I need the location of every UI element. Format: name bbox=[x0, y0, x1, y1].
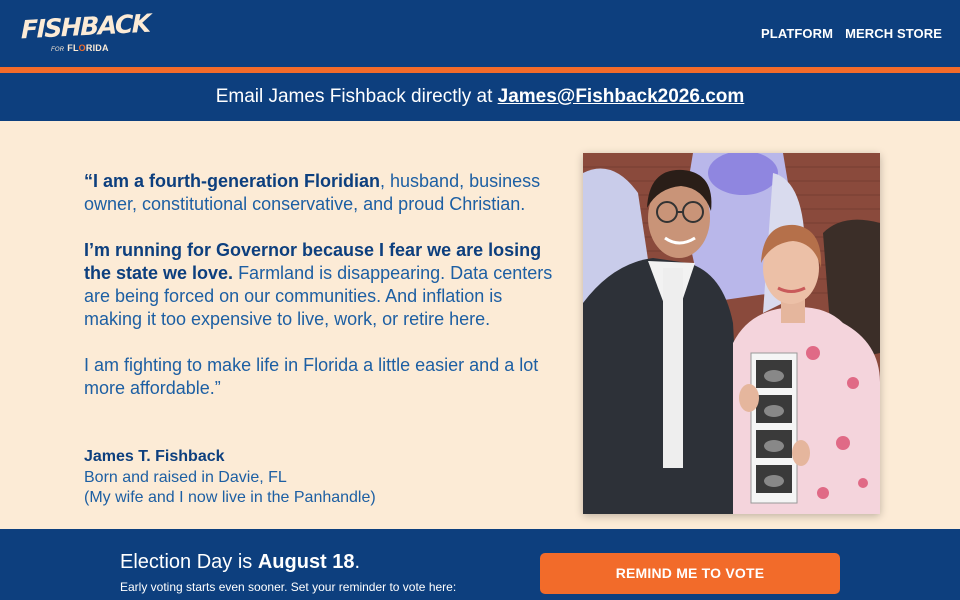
election-date: August 18 bbox=[257, 551, 355, 573]
quote-paragraph-2 bbox=[84, 239, 564, 331]
email-banner bbox=[0, 73, 960, 121]
email-link[interactable]: James@Fishback2026.com bbox=[497, 86, 745, 107]
nav-platform-link[interactable]: PLATFORM bbox=[761, 26, 834, 41]
election-suffix: . bbox=[354, 551, 361, 573]
quote-p1-rest: , husband, business owner, constitutional conservative, and proud Christian. bbox=[84, 171, 541, 214]
quote-paragraph-3: I am fighting to make life in Florida a little easier and a lot more affordable.” bbox=[84, 355, 539, 398]
candidate-quote bbox=[84, 170, 564, 423]
email-banner-text: Email James Fishback directly at bbox=[215, 86, 498, 107]
quote-p2-rest: Farmland is disappearing. Data centers are being forced on our communities. And inflation is making it too expensive to live, work, or retire here. bbox=[84, 263, 553, 329]
signature-block bbox=[84, 447, 564, 509]
logo-state-b: RIDA bbox=[85, 43, 109, 53]
photo-illustration bbox=[583, 153, 880, 514]
logo-tagline bbox=[51, 43, 109, 53]
quote-p2-bold: I’m running for Governor because I fear we are losing the state we love. bbox=[84, 240, 542, 283]
logo-wordmark: FISHBACK bbox=[21, 8, 150, 45]
signature-name: James T. Fishback bbox=[84, 448, 225, 465]
logo-state-a: FL bbox=[67, 43, 79, 53]
candidate-family-photo bbox=[583, 153, 880, 514]
quote-paragraph-1 bbox=[84, 170, 564, 216]
election-footer bbox=[0, 529, 960, 600]
signature-line-2: (My wife and I now live in the Panhandle) bbox=[84, 489, 376, 506]
main-nav bbox=[761, 26, 942, 41]
election-day-text bbox=[120, 551, 360, 574]
early-voting-text: Early voting starts even sooner. Set your reminder to vote here: bbox=[120, 580, 457, 594]
remind-me-to-vote-button[interactable]: REMIND ME TO VOTE bbox=[540, 553, 840, 594]
nav-merch-store-link[interactable]: MERCH STORE bbox=[845, 26, 942, 41]
logo-state-o: O bbox=[78, 43, 86, 53]
election-prefix: Election Day is bbox=[120, 551, 258, 573]
signature-line-1: Born and raised in Davie, FL bbox=[84, 468, 287, 486]
fishback-logo[interactable] bbox=[21, 8, 150, 56]
logo-for: FOR bbox=[51, 47, 65, 53]
site-header bbox=[0, 0, 960, 67]
quote-p1-bold: “I am a fourth-generation Floridian bbox=[84, 171, 381, 191]
